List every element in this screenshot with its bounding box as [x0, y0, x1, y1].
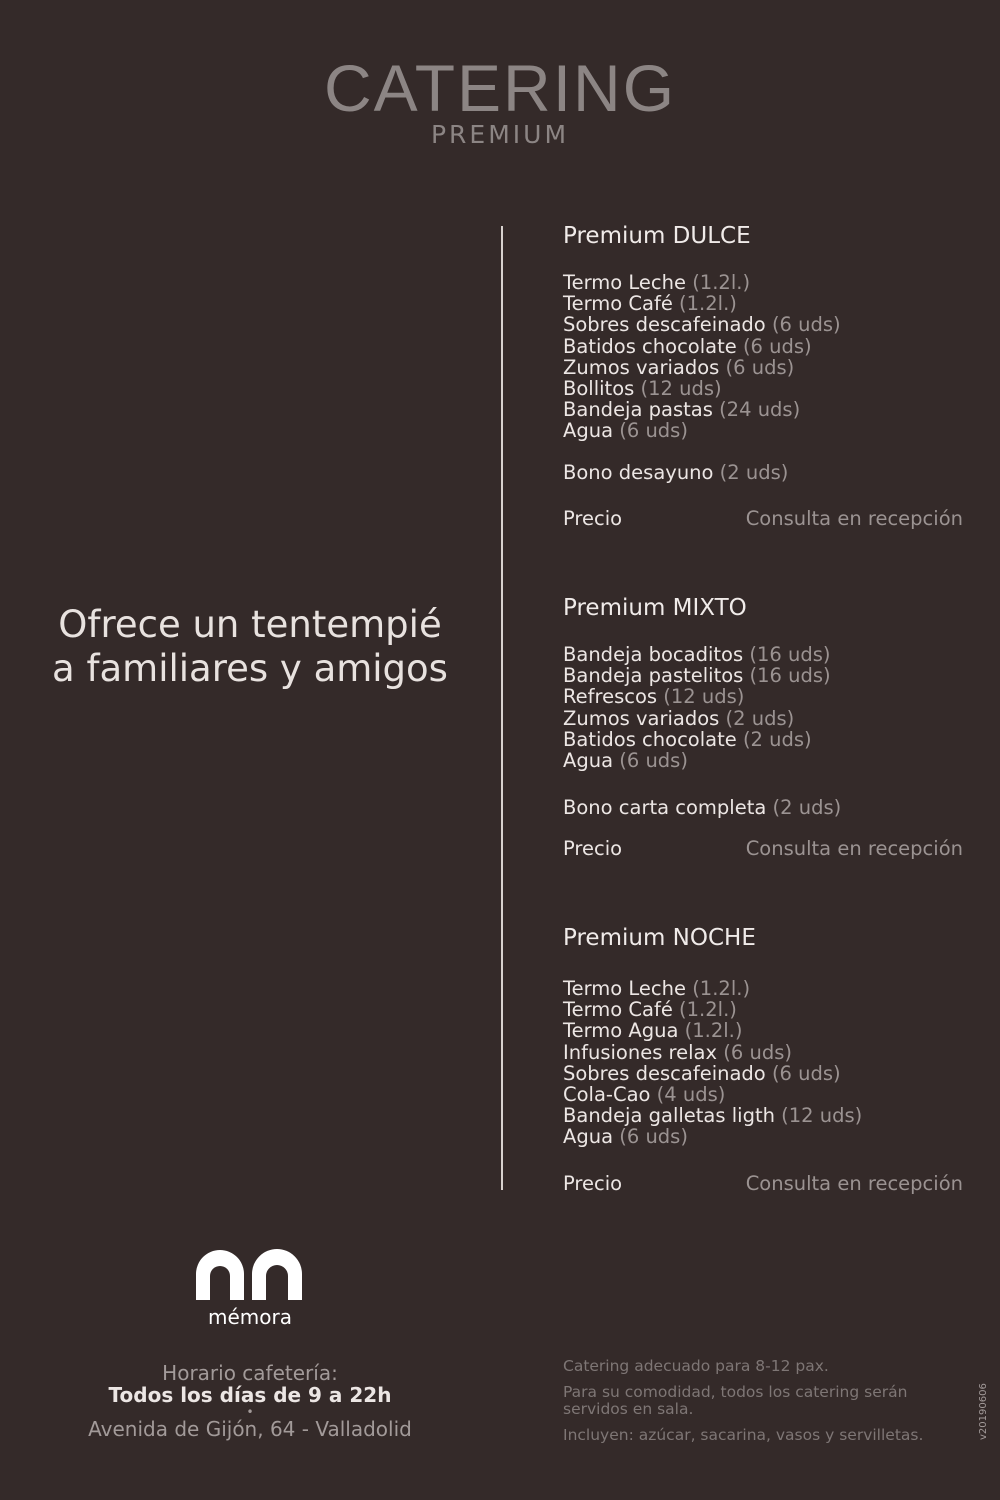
item-qty: (1.2l.) [692, 271, 751, 294]
item-name: Sobres descafeinado [563, 1061, 766, 1085]
menu-title: Premium NOCHE [563, 925, 756, 951]
menu-item [563, 978, 963, 999]
bono-name: Bono desayuno [563, 460, 714, 484]
item-name: Bandeja pastas [563, 398, 713, 422]
item-qty: (16 uds) [749, 664, 831, 688]
menu-item [563, 708, 963, 729]
item-qty: (1.2l.) [692, 977, 751, 1000]
menu-title: Premium MIXTO [563, 595, 747, 621]
menu-item [563, 686, 963, 707]
bono-name: Bono carta completa [563, 796, 767, 820]
menu-premium-mixto [563, 594, 963, 861]
price-row [563, 837, 963, 861]
item-name: Batidos chocolate [563, 727, 737, 751]
footer-hours [0, 1362, 500, 1440]
item-name: Batidos chocolate [563, 334, 737, 358]
footer-notes [563, 1358, 943, 1453]
item-qty: (2 uds) [742, 727, 812, 751]
item-name: Cola-Cao [563, 1083, 651, 1107]
item-name: Sobres descafeinado [563, 313, 766, 337]
item-qty: (6 uds) [723, 1040, 792, 1064]
page-title: CATERING [323, 51, 677, 125]
note-item: Incluyen: azúcar, sacarina, vasos y servilletas. [563, 1426, 924, 1444]
menu-item [563, 272, 963, 293]
menu-item [563, 399, 963, 420]
menu-item [563, 293, 963, 314]
price-value: Consulta en recepción [745, 1171, 963, 1195]
item-qty: (1.2l.) [679, 292, 737, 316]
menu-item [563, 750, 963, 771]
item-qty: (6 uds) [771, 1061, 841, 1085]
menu-item [563, 1126, 963, 1147]
menu-items [563, 644, 963, 771]
menu-item [563, 1063, 963, 1084]
menu-item [563, 1042, 963, 1063]
item-name: Termo Café [563, 998, 673, 1022]
menu-item [563, 1105, 963, 1126]
memora-logo [194, 1248, 306, 1330]
item-qty: (6 uds) [725, 355, 795, 379]
version-label: v20190606 [978, 1383, 989, 1440]
menu-item [563, 665, 963, 686]
item-qty: (1.2l.) [684, 1019, 743, 1043]
item-name: Zumos variados [563, 355, 720, 379]
item-qty: (6 uds) [771, 313, 841, 337]
item-name: Termo Agua [563, 1019, 679, 1043]
address: Avenida de Gijón, 64 - Valladolid [88, 1417, 412, 1441]
item-qty: (1.2l.) [679, 998, 737, 1022]
item-qty: (2 uds) [725, 706, 795, 730]
item-qty: (6 uds) [619, 1125, 688, 1149]
price-label: Precio [563, 506, 623, 530]
item-name: Agua [563, 1125, 614, 1149]
price-row [563, 507, 963, 531]
item-qty: (6 uds) [619, 419, 688, 443]
item-name: Agua [563, 749, 614, 773]
item-qty: (6 uds) [619, 749, 688, 773]
menu-item [563, 1020, 963, 1041]
menu-item [563, 357, 963, 378]
price-label: Precio [563, 1171, 623, 1195]
note-item: Catering adecuado para 8-12 pax. [563, 1357, 829, 1375]
item-name: Termo Leche [563, 977, 686, 1000]
price-label: Precio [563, 837, 623, 861]
menu-item [563, 378, 963, 399]
header [0, 52, 1000, 150]
bono-qty: (2 uds) [772, 796, 842, 820]
item-name: Bollitos [563, 377, 635, 401]
item-name: Bandeja galletas ligth [563, 1104, 775, 1128]
price-row [563, 1172, 963, 1196]
item-qty: (12 uds) [781, 1104, 863, 1128]
menu-item [563, 420, 963, 441]
tagline-line-2: a familiares y amigos [52, 647, 448, 690]
item-qty: (6 uds) [742, 334, 812, 358]
menu-item [563, 336, 963, 357]
bono-item [563, 462, 963, 483]
item-qty: (12 uds) [663, 685, 745, 709]
hours-label: Horario cafetería: [162, 1361, 338, 1385]
item-name: Bandeja bocaditos [563, 643, 744, 666]
item-name: Termo Leche [563, 271, 686, 294]
note-item: Para su comodidad, todos los catering serán servidos en sala. [563, 1383, 908, 1418]
menu-premium-dulce [563, 222, 963, 531]
item-qty: (24 uds) [719, 398, 801, 422]
price-value: Consulta en recepción [745, 837, 963, 861]
item-name: Refrescos [563, 685, 658, 709]
menu-item [563, 314, 963, 335]
menu-item [563, 644, 963, 665]
memora-logo-icon [194, 1248, 306, 1330]
menu-items [563, 978, 963, 1148]
menu-items [563, 272, 963, 442]
menu-title: Premium DULCE [563, 223, 751, 249]
separator-dot: • [246, 1405, 254, 1419]
item-qty: (4 uds) [656, 1083, 726, 1107]
item-name: Termo Café [563, 292, 673, 316]
logo-wordmark: mémora [208, 1305, 292, 1329]
item-name: Bandeja pastelitos [563, 664, 744, 688]
hours-value: Todos los días de 9 a 22h [108, 1383, 392, 1407]
price-value: Consulta en recepción [745, 506, 963, 530]
bono-item [563, 797, 963, 818]
menu-item [563, 999, 963, 1020]
menu-item [563, 729, 963, 750]
item-qty: (12 uds) [640, 377, 722, 401]
item-name: Zumos variados [563, 706, 720, 730]
vertical-divider [501, 226, 503, 1190]
tagline [0, 603, 500, 691]
bono-qty: (2 uds) [719, 460, 789, 484]
item-name: Infusiones relax [563, 1040, 718, 1064]
tagline-line-1: Ofrece un tentempié [58, 603, 442, 646]
item-name: Agua [563, 419, 614, 443]
menu-premium-noche [563, 924, 963, 1196]
menu-item [563, 1084, 963, 1105]
page-subtitle: PREMIUM [430, 120, 570, 149]
item-qty: (16 uds) [749, 643, 831, 666]
